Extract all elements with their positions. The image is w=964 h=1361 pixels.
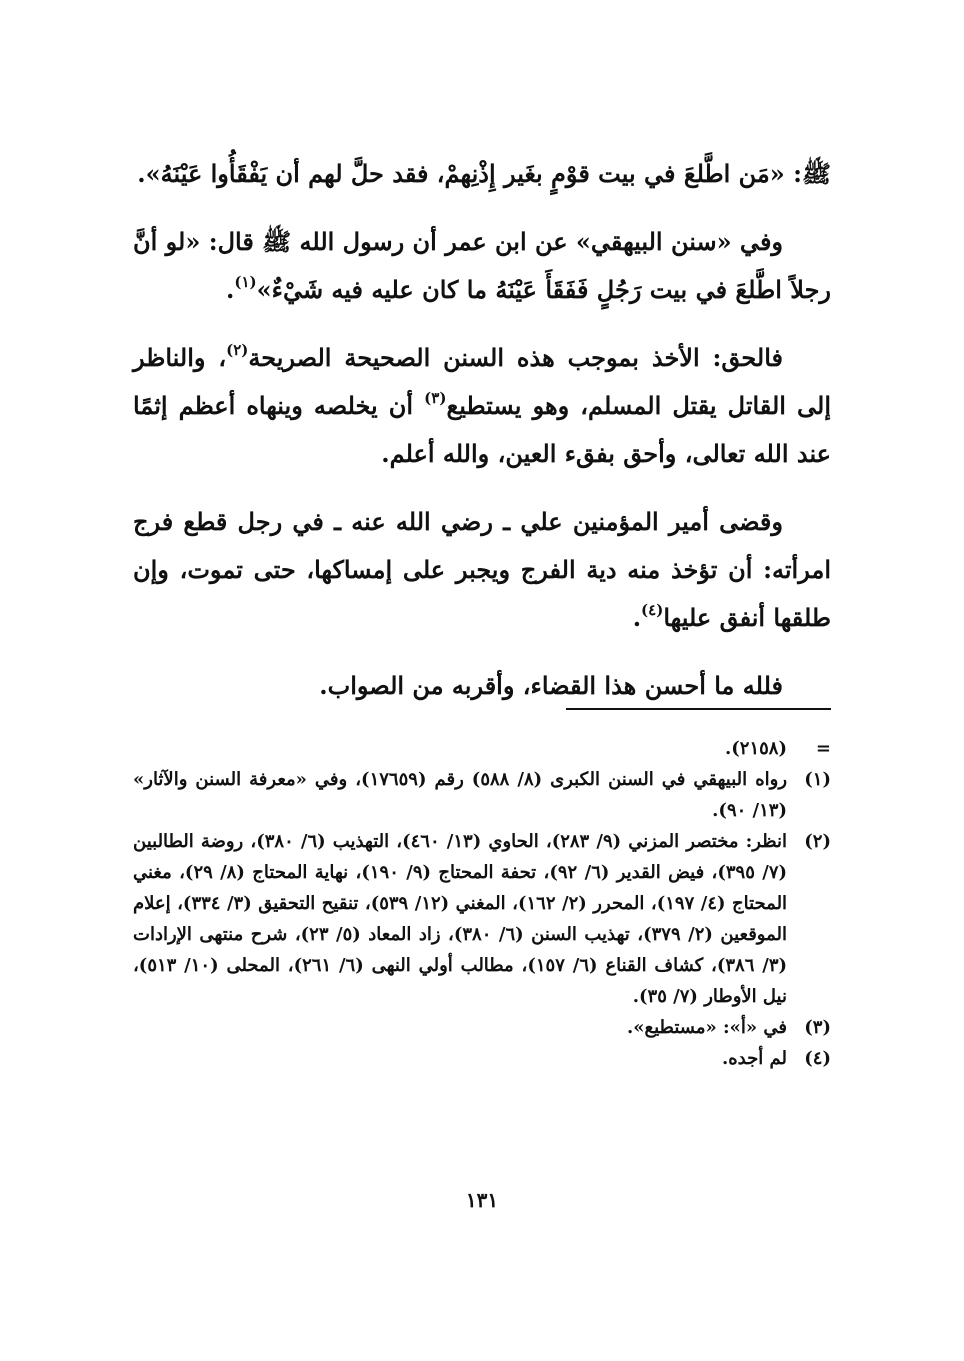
footnote-marker: (٢) <box>226 341 249 359</box>
footnote-separator <box>566 708 831 710</box>
paragraph-ruling: فالحق: الأخذ بموجب هذه السنن الصحيحة الصريحة$^{(٢)}$، والناظر إلى القاتل يقتل المسلم، وهو يستطيع$^{(٣)}$ أن يخلصه وينهاه أعظم إثمًا عند الله تعالى، وأحق بفقء العين، والله أعلم. <box>133 341 831 468</box>
footnote-text: لم أجده. <box>721 1048 787 1069</box>
footnote-text: انظر: مختصر المزني (٩/ ٢٨٣)، الحاوي (١٣/ ٤٦٠)، التهذيب (٦/ ٣٨٠)، روضة الطالبين (٧/ ٣٩٥)، فيض القدير (٦/ ٩٢)، تحفة المحتاج (٩/ ١٩٠)، نهاية المحتاج (٨/ ٢٩)، مغني المحتاج (٤/ ١٩٧)، المحرر (٢/ ١٦٢)، المغني (١٢/ ٥٣٩)، تنقيح التحقيق (٣/ ٣٣٤)، إعلام الموقعين (٢/ ٣٧٩)، تهذيب السنن (٦/ ٣٨٠)، زاد المعاد (٥/ ٢٣)، شرح منتهى الإرادات (٣/ ٣٨٦)، كشاف القناع (٦/ ١٥٧)، مطالب أولي النهى (٦/ ٢٦١)، المحلى (١٠/ ٥١٣)، نيل الأوطار (٧/ ٣٥). <box>133 831 788 1007</box>
paragraph-bayhaqi: وفي «سنن البيهقي» عن ابن عمر أن رسول الله ﷺ قال: «لو أنَّ رجلاً اطَّلعَ في بيت رَجُلٍ فَفَقَأَ عَيْنَهُ ما كان عليه فيه شَيْءٌ»$^{(١)}$. <box>133 227 831 304</box>
main-text <box>133 150 831 710</box>
footnote-text: في «أ»: «مستطيع». <box>627 1017 787 1038</box>
footnote-2 <box>133 826 831 1012</box>
footnote-number: = <box>815 738 831 759</box>
footnote-number: (٢) <box>804 831 831 852</box>
footnote-marker: (١) <box>234 273 257 291</box>
footnotes <box>133 733 831 1074</box>
footnote-continuation <box>133 733 831 764</box>
footnote-1 <box>133 764 831 826</box>
footnote-text: (٢١٥٨). <box>725 738 787 759</box>
page-number: ١٣١ <box>465 1188 499 1212</box>
footnote-text: رواه البيهقي في السنن الكبرى (٨/ ٥٨٨) رقم (١٧٦٥٩)، وفي «معرفة السنن والآثار» (١٣/ ٩٠). <box>133 769 788 821</box>
footnote-4 <box>133 1043 831 1074</box>
footnote-3 <box>133 1012 831 1043</box>
footnote-number: (٤) <box>804 1048 831 1069</box>
footnote-number: (٣) <box>804 1017 831 1038</box>
paragraph-ali-judgment: وقضى أمير المؤمنين علي ـ رضي الله عنه ـ في رجل قطع فرج امرأته: أن تؤخذ منه دية الفرج ويجبر على إمساكها، حتى تموت، وإن طلقها أنفق عليها$^{(٤)}$. <box>133 507 831 632</box>
paragraph-hadith-continuation: ﷺ: «مَن اطَّلعَ في بيت قوْمٍ بغَير إِذْنِهمْ، فقد حلَّ لهم أن يَفْقَأُوا عَيْنَهُ». <box>137 159 831 188</box>
footnote-marker: (٣) <box>424 389 447 407</box>
paragraph-conclusion: فلله ما أحسن هذا القضاء، وأقربه من الصواب. <box>319 671 783 700</box>
footnote-number: (١) <box>804 769 831 790</box>
footnote-marker: (٤) <box>641 601 664 619</box>
